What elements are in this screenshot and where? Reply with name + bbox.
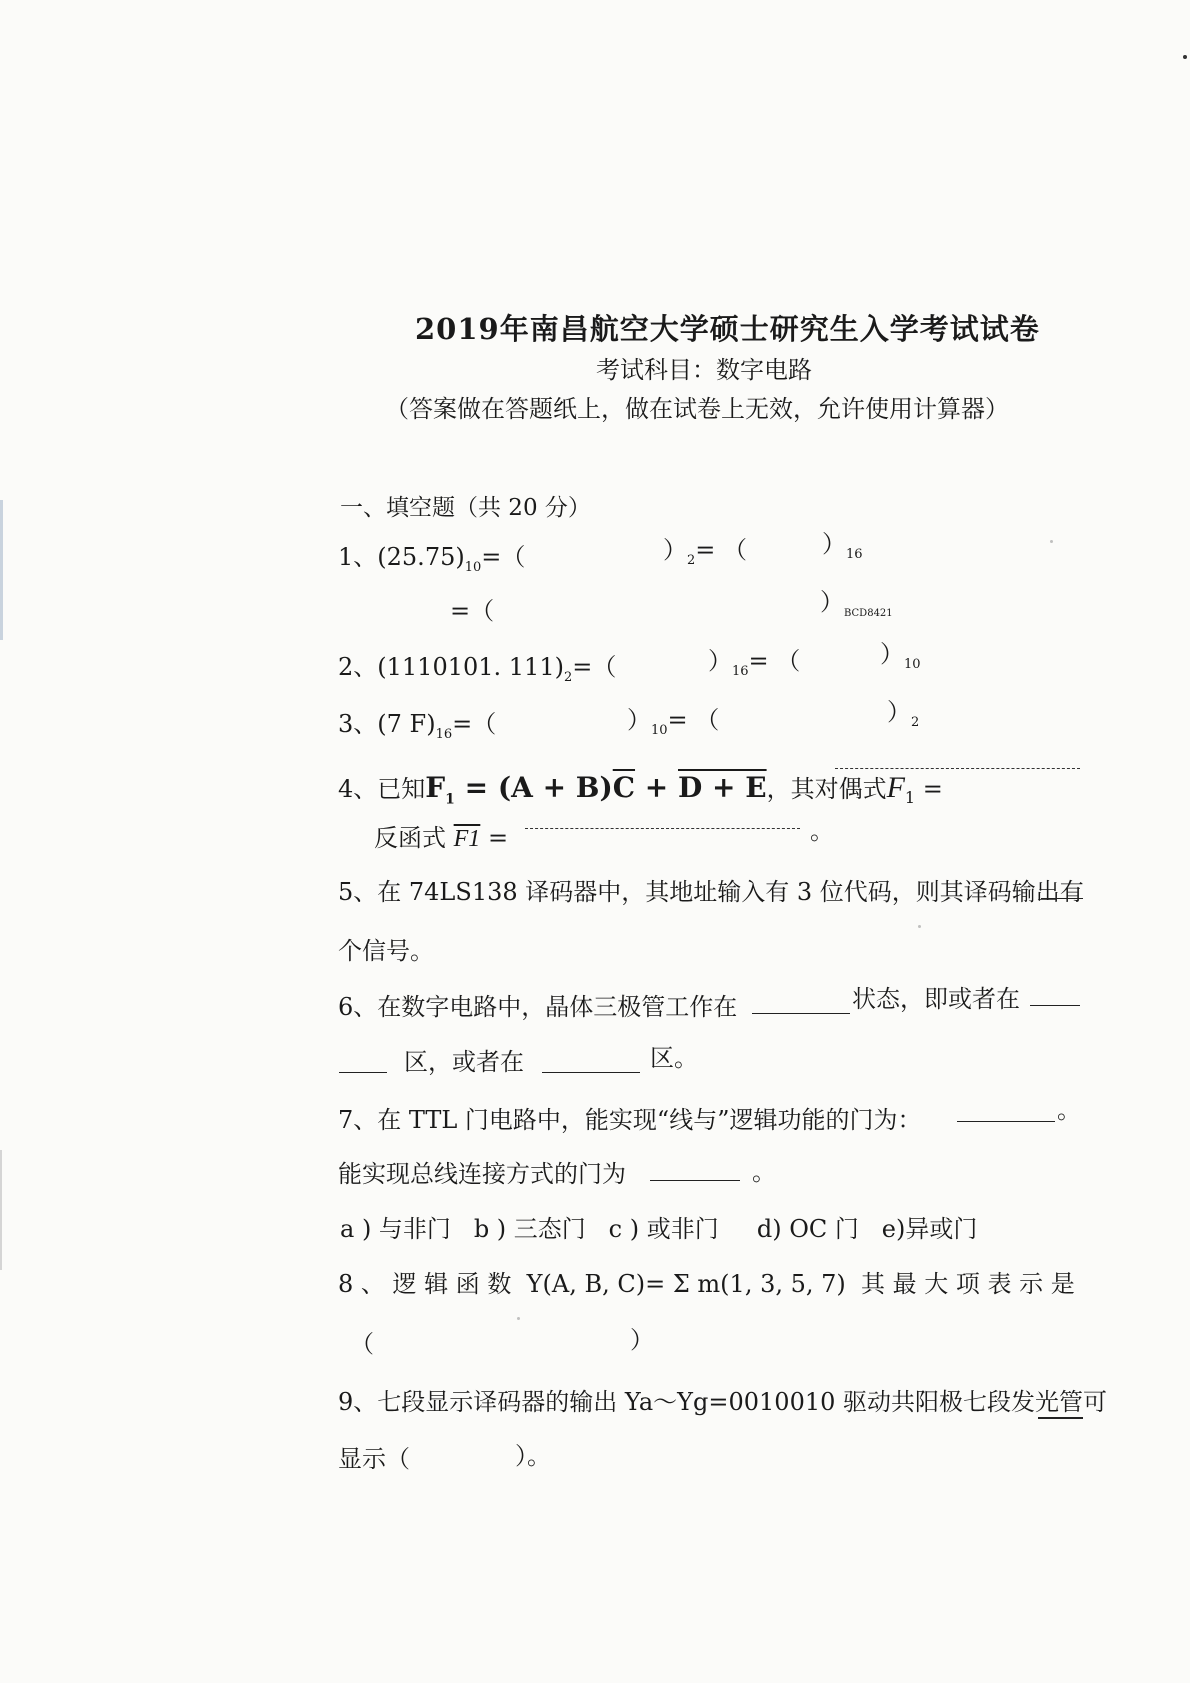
expr-complement: $\overline{C}$ xyxy=(612,771,636,804)
eq-open: = （ xyxy=(667,706,720,734)
close-paren: ） xyxy=(708,647,732,675)
function-subscript: 1 xyxy=(445,791,455,808)
section-heading: 一、填空题（共 20 分） xyxy=(340,495,591,521)
base-subscript: 2 xyxy=(687,552,696,568)
scan-edge-mark xyxy=(0,1150,2,1270)
dual-function: F xyxy=(886,771,905,804)
scan-edge-mark xyxy=(0,500,3,640)
question-6-d: 区。 xyxy=(650,1044,698,1072)
q8-open: （ xyxy=(350,1330,374,1358)
answer-blank[interactable] xyxy=(1030,985,1080,1006)
q1-bcd xyxy=(820,588,893,620)
question-1 xyxy=(338,543,525,575)
q1-blank-2 xyxy=(663,536,747,568)
inverse-function: F1 xyxy=(453,826,481,852)
question-3 xyxy=(338,710,496,742)
q4-known: 已知 xyxy=(377,775,426,803)
q4-inverse xyxy=(374,824,508,854)
question-6: 6、在数字电路中，晶体三极管工作在 xyxy=(338,993,738,1021)
dual-subscript: 1 xyxy=(904,787,916,807)
answer-blank[interactable] xyxy=(1041,878,1083,899)
scan-dot xyxy=(1183,55,1187,59)
question-9: 9、七段显示译码器的输出 Ya～Yg=0010010 驱动共阳极七段发光管可 xyxy=(338,1388,1108,1416)
base-subscript: 10 xyxy=(904,656,921,672)
question-7: 7、在 TTL 门电路中，能实现“线与”逻辑功能的门为： xyxy=(338,1106,922,1134)
q3-lhs: (7 F) xyxy=(377,710,436,738)
expr-plus: + xyxy=(635,771,678,804)
q2-eq: =（ xyxy=(572,653,617,681)
q4-dual-label: ，其对偶式 xyxy=(766,775,887,803)
close-paren: ） xyxy=(627,706,651,734)
question-7-cont: 能实现总线连接方式的门为 xyxy=(338,1160,626,1188)
eq-open: = （ xyxy=(748,647,801,675)
answer-blank[interactable] xyxy=(542,1052,640,1073)
q3-blank-2 xyxy=(887,698,919,730)
expr-term: = (A + B) xyxy=(454,771,613,804)
boolean-expression xyxy=(425,771,767,808)
function-name: F xyxy=(425,771,446,804)
question-6-b: 状态，即或者在 xyxy=(852,985,1020,1013)
q4-inv-eq: = xyxy=(480,824,509,852)
eq-open: = （ xyxy=(695,536,748,564)
scan-speck xyxy=(517,1317,520,1320)
base-subscript: 10 xyxy=(651,722,668,738)
question-number: 1、 xyxy=(338,543,378,571)
q7-period2: 。 xyxy=(752,1158,776,1186)
close-paren: ） xyxy=(880,640,904,668)
q4-period: 。 xyxy=(810,817,834,845)
base-subscript: BCD8421 xyxy=(844,607,893,619)
base-subscript: 16 xyxy=(732,663,749,679)
base-subscript: 10 xyxy=(464,559,482,575)
answer-blank[interactable] xyxy=(957,1101,1055,1122)
question-6-c: 区，或者在 xyxy=(404,1048,524,1076)
q3-eq: =（ xyxy=(452,710,497,738)
exam-note: （答案做在答题纸上，做在试卷上无效，允许使用计算器） xyxy=(385,395,1009,423)
base-subscript: 16 xyxy=(435,726,453,742)
question-7-options: a ) 与非门 b ) 三态门 c ) 或非门 d) OC 门 e)异或门 xyxy=(340,1215,978,1243)
q2-lhs: (1110101. 111) xyxy=(377,653,564,681)
q7-period: 。 xyxy=(1057,1096,1081,1124)
question-number: 3、 xyxy=(338,710,378,738)
q2-blank-16 xyxy=(708,647,800,679)
base-subscript: 16 xyxy=(846,546,863,562)
base-subscript: 2 xyxy=(911,714,920,730)
q3-blank-10 xyxy=(627,706,719,738)
q4-dual-eq: = xyxy=(915,775,943,803)
q1-blank-16 xyxy=(822,530,863,562)
q4-inv-label: 反函式 xyxy=(374,824,446,852)
q1-line2: =（ xyxy=(450,597,495,625)
q1-lhs: (25.75) xyxy=(377,543,465,571)
question-5-cont: 个信号。 xyxy=(338,937,434,965)
question-number: 2、 xyxy=(338,653,378,681)
close-paren: ） xyxy=(820,588,844,616)
exam-title: 2019年南昌航空大学硕士研究生入学考试试卷 xyxy=(415,312,1040,346)
question-2 xyxy=(338,653,616,685)
q9-close: ）。 xyxy=(515,1442,551,1470)
close-paren: ） xyxy=(887,698,911,726)
q1-eq: =（ xyxy=(481,543,526,571)
question-9-cont: 显示（ xyxy=(338,1445,410,1473)
q8-close: ） xyxy=(630,1326,654,1354)
q2-blank-10 xyxy=(880,640,921,672)
expr-complement: D + E xyxy=(678,771,767,804)
exam-subject: 考试科目：数字电路 xyxy=(596,356,812,384)
answer-line[interactable] xyxy=(525,828,800,829)
answer-mark xyxy=(1038,1417,1083,1419)
answer-line[interactable] xyxy=(835,768,1080,769)
close-paren: ） xyxy=(822,530,846,558)
question-8: 8 、 逻 辑 函 数 Y(A, B, C)= Σ m(1, 3, 5, 7) 其 最 大 项 表 示 是 xyxy=(338,1270,1075,1298)
scan-speck xyxy=(1050,540,1053,543)
close-paren: ） xyxy=(663,536,687,564)
question-number: 4、 xyxy=(338,775,378,803)
base-subscript: 2 xyxy=(563,669,573,685)
answer-blank[interactable] xyxy=(752,993,850,1014)
answer-blank[interactable] xyxy=(339,1052,387,1073)
scan-speck xyxy=(918,925,921,928)
answer-blank[interactable] xyxy=(650,1160,740,1181)
question-5: 5、在 74LS138 译码器中，其地址输入有 3 位代码，则其译码输出有 xyxy=(338,878,1084,906)
question-4 xyxy=(338,770,943,808)
